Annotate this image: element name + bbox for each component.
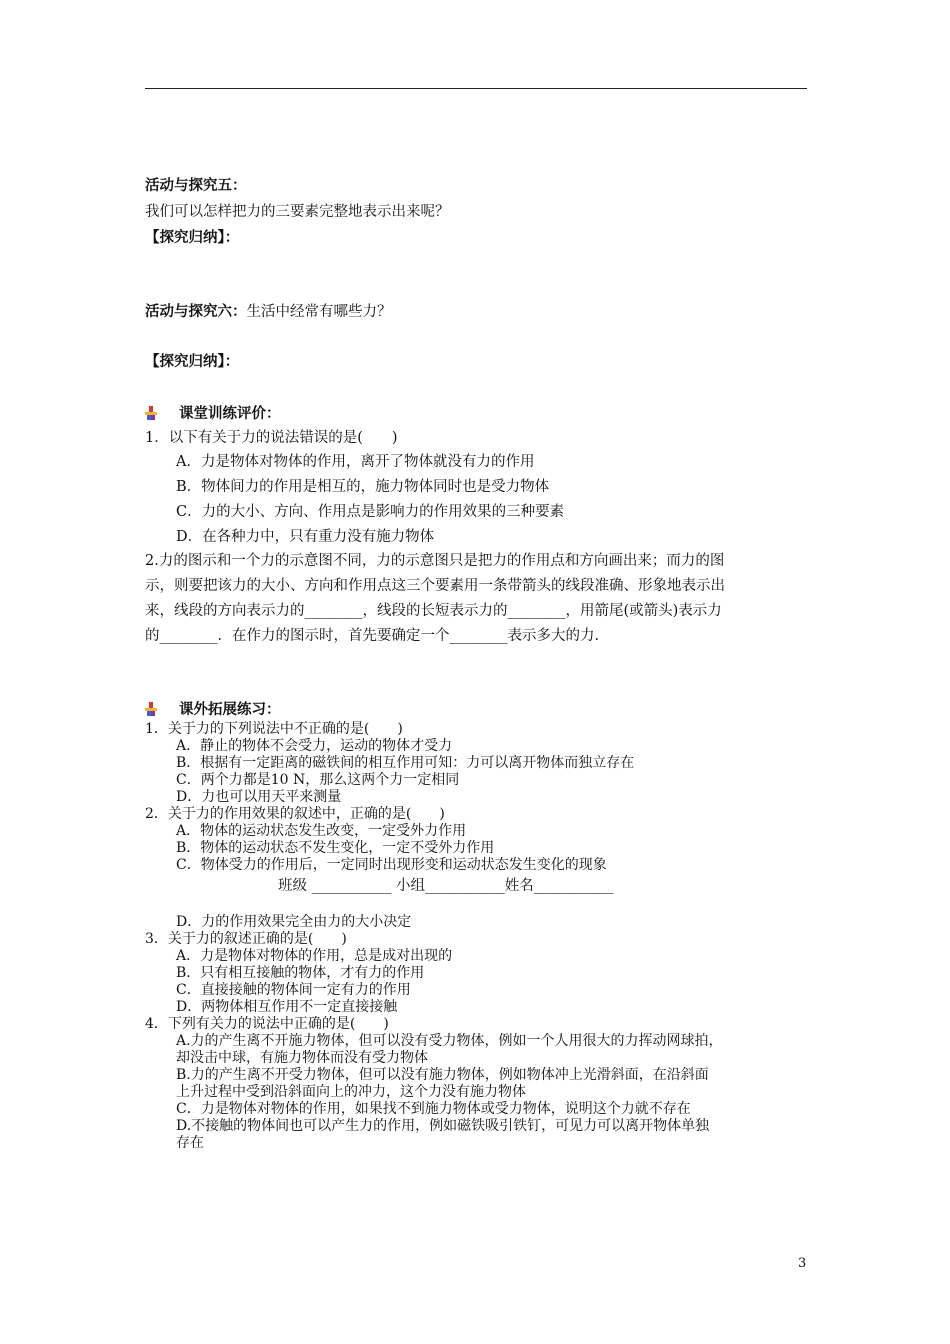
classroom-q2-line: 示，则要把该力的大小、方向和作用点这三个要素用一条带箭头的线段准确、形象地表示出 <box>145 578 725 594</box>
classroom-heading-line <box>145 404 281 424</box>
extension-heading: 课外拓展练习： <box>179 701 281 718</box>
activity6-question: 生活中经常有哪些力？ <box>246 304 392 320</box>
extension-q2: 2．关于力的作用效果的叙述中，正确的是( ) <box>145 806 445 822</box>
classroom-q2-line: 的________．在作力的图示时，首先要确定一个________表示多大的力. <box>145 628 600 644</box>
extension-q4-line: B.力的产生离不开受力物体，但可以没有施力物体，例如物体冲上光滑斜面，在沿斜面 <box>176 1067 709 1083</box>
extension-q1: 1．关于力的下列说法中不正确的是( ) <box>145 721 403 737</box>
extension-q3-option-b: B．只有相互接触的物体，才有力的作用 <box>176 965 425 981</box>
activity5-title: 活动与探究五： <box>145 177 247 194</box>
extension-heading-line <box>145 700 281 720</box>
classroom-heading: 课堂训练评价： <box>179 405 281 422</box>
extension-q1-option-a: A．静止的物体不会受力，运动的物体才受力 <box>176 738 453 754</box>
classroom-q2-line: 2.力的图示和一个力的示意图不同，力的示意图只是把力的作用点和方向画出来；而力的图 <box>145 553 725 569</box>
activity6-summary: 【探究归纳】： <box>145 353 240 370</box>
extension-q4-line: 却没击中球，有施力物体而没有受力物体 <box>176 1050 428 1066</box>
student-info-line: 班级 ___________ 小组___________姓名___________ <box>278 878 614 894</box>
extension-q1-option-b: B．根据有一定距离的磁铁间的相互作用可知：力可以离开物体而独立存在 <box>176 755 635 771</box>
activity6-title: 活动与探究六： <box>145 303 247 320</box>
extension-q4-line: A.力的产生离不开施力物体，但可以没有受力物体，例如一个人用很大的力挥动网球拍， <box>176 1033 723 1049</box>
classroom-q1-option-b: B．物体间力的作用是相互的，施力物体同时也是受力物体 <box>176 479 550 495</box>
extension-q2-option-b: B．物体的运动状态不发生变化，一定不受外力作用 <box>176 840 495 856</box>
activity6-line <box>145 302 392 322</box>
extension-q1-option-c: C．两个力都是10 N，那么这两个力一定相同 <box>176 772 460 788</box>
bullet-icon <box>145 702 157 716</box>
classroom-q1-option-c: C．力的大小、方向、作用点是影响力的作用效果的三种要素 <box>176 504 565 520</box>
extension-q4-line: 存在 <box>176 1135 204 1151</box>
extension-q4-line: C．力是物体对物体的作用，如果找不到施力物体或受力物体，说明这个力就不存在 <box>176 1101 691 1117</box>
extension-q3-option-d: D．两物体相互作用不一定直接接触 <box>176 999 398 1015</box>
extension-q3: 3．关于力的叙述正确的是( ) <box>145 931 347 947</box>
classroom-q1: 1．以下有关于力的说法错误的是( ) <box>145 430 398 446</box>
extension-q2-option-c: C．物体受力的作用后，一定同时出现形变和运动状态发生变化的现象 <box>176 857 607 873</box>
extension-q2-option-d: D．力的作用效果完全由力的大小决定 <box>176 914 412 930</box>
activity5-question: 我们可以怎样把力的三要素完整地表示出来呢？ <box>145 204 450 220</box>
bullet-icon <box>145 406 157 420</box>
classroom-q1-option-d: D．在各种力中，只有重力没有施力物体 <box>176 529 435 545</box>
extension-q2-option-a: A．物体的运动状态发生改变，一定受外力作用 <box>176 823 467 839</box>
classroom-q2-line: 来，线段的方向表示力的________，线段的长短表示力的________，用箭尾(或箭头)表示力 <box>145 603 722 619</box>
classroom-q1-option-a: A．力是物体对物体的作用，离开了物体就没有力的作用 <box>176 454 535 470</box>
extension-q4-line: D.不接触的物体间也可以产生力的作用，例如磁铁吸引铁钉，可见力可以离开物体单独 <box>176 1118 710 1134</box>
extension-q1-option-d: D．力也可以用天平来测量 <box>176 789 342 805</box>
extension-q3-option-c: C．直接接触的物体间一定有力的作用 <box>176 982 411 998</box>
extension-q4: 4．下列有关力的说法中正确的是( ) <box>145 1016 389 1032</box>
header-rule <box>145 88 807 89</box>
activity5-summary: 【探究归纳】： <box>145 229 240 246</box>
page-number: 3 <box>798 1256 807 1271</box>
extension-q4-line: 上升过程中受到沿斜面向上的冲力，这个力没有施力物体 <box>176 1084 526 1100</box>
extension-q3-option-a: A．力是物体对物体的作用，总是成对出现的 <box>176 948 453 964</box>
